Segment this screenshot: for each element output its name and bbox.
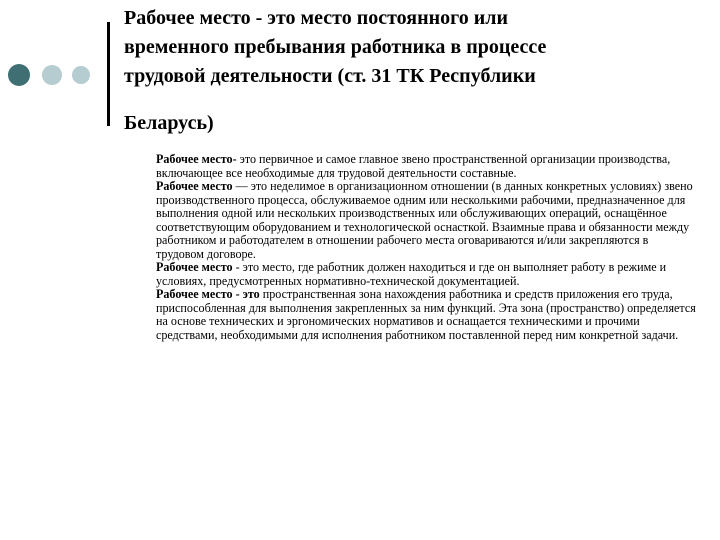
bullet-dot-dark-icon	[8, 64, 30, 86]
definition-term: Рабочее место	[156, 260, 233, 274]
title-divider	[107, 22, 110, 126]
slide-title	[124, 4, 704, 138]
definition-term: Рабочее место-	[156, 152, 237, 166]
definition-text: пространственная зона нахождения работника и средств приложения его труда, приспособленная для выполнения закрепленных за ним функций. Эта зона (пространство) определяется на основе технических и эргономических нормативов и оснащается техническими и прочими средствами, необходимыми для исполнения работником поставленной перед ним конкретной задачи.	[156, 287, 696, 342]
title-line-3: трудовой деятельности (ст. 31 ТК Республики	[124, 65, 536, 87]
bullet-dot-light-icon	[42, 65, 62, 85]
title-line-4: Беларусь)	[124, 112, 214, 134]
definition-term: Рабочее место	[156, 179, 233, 193]
definition-paragraph	[156, 153, 696, 180]
title-line-1: Рабочее место - это место постоянного или	[124, 7, 508, 29]
bullet-dot-light-icon	[72, 66, 90, 84]
title-line-2: временного пребывания работника в процессе	[124, 36, 547, 58]
definition-text: — это неделимое в организационном отношении (в данных конкретных условиях) звено производственного процесса, обслуживаемое одним или несколькими рабочими, предназначенное для выполнения одной или нескольких производственных или обслуживающих операций, оснащённое соответствующим оборудованием и технологической оснасткой. Взаимные права и обязанности между работником и работодателем в отношении рабочего места оговариваются и/или закрепляются в трудовом договоре.	[156, 179, 693, 261]
definition-text: - это место, где работник должен находиться и где он выполняет работу в режиме и условиях, предусмотренных нормативно-технической документацией.	[156, 260, 667, 288]
definition-term: Рабочее место - это	[156, 287, 260, 301]
definition-paragraph	[156, 180, 696, 261]
definition-text: это первичное и самое главное звено пространственной организации производства, включающее все необходимые для трудовой деятельности составные.	[156, 152, 671, 180]
definition-paragraph	[156, 261, 696, 288]
definitions-list	[156, 153, 696, 342]
definition-paragraph	[156, 288, 696, 342]
